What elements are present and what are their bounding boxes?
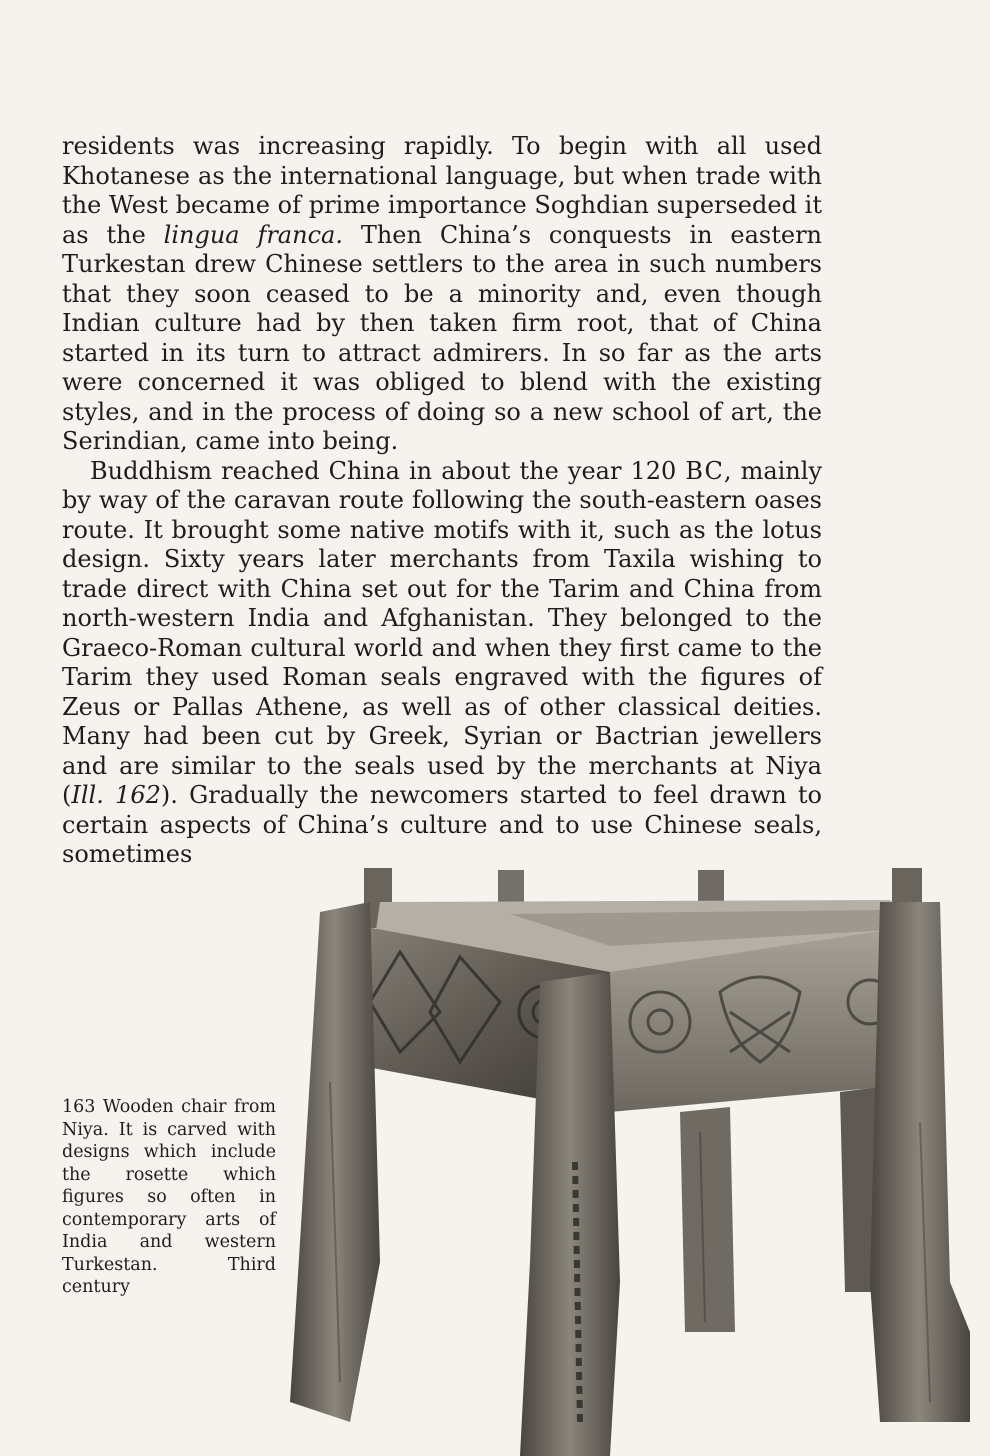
paragraph-1 (62, 132, 822, 457)
paragraph-2-start: Buddhism reached China in about the year 120 (90, 456, 686, 485)
paragraph-2-end: ). Gradually the newcomers started to feel drawn to certain aspects of China’s culture and to use Chinese seals, sometimes (62, 781, 822, 868)
italic-phrase: lingua franca. (163, 220, 343, 249)
chair-photograph (280, 862, 990, 1456)
paragraph-1-rest: Then China’s conquests in eastern Turkestan drew Chinese settlers to the area in such numbers that they soon ceased to be a minority and, even though Indian culture had by then taken firm root, that of China started in its turn to attract admirers. In so far as the arts were concerned it was obliged to blend with the existing styles, and in the process of doing so a new school of art, the Serindian, came into being. (62, 220, 822, 455)
paragraph-2 (62, 457, 822, 870)
era-abbreviation: BC (685, 456, 724, 485)
wooden-chair-image (280, 862, 990, 1456)
body-text (62, 132, 822, 870)
figure-caption (62, 1096, 276, 1299)
illustration-reference: Ill. 162 (71, 781, 161, 809)
paragraph-1-text: residents was increasing rapidly. To begin with all used Khotanese as the international language, but when trade with the West became of prime importance Soghdian superseded it as the (62, 132, 822, 249)
caption-text: Wooden chair from Niya. It is carved with designs which include the rosette which figures so often in contemporary arts of India and western Turkestan. Third century (62, 1097, 276, 1297)
caption-number: 163 (62, 1097, 96, 1117)
paragraph-2-middle: , mainly by way of the caravan route following the south-eastern oases route. It brought some native motifs with it, such as the lotus design. Sixty years later merchants from Taxila wishing to trade direct with China set out for the Tarim and China from north-western India and Afghanistan. They belonged to the Graeco-Roman cultural world and when they first came to the Tarim they used Roman seals engraved with the figures of Zeus or Pallas Athene, as well as of other classical deities. Many had been cut by Greek, Syrian or Bactrian jewellers and are similar to the seals used by the merchants at Niya ( (62, 456, 823, 809)
